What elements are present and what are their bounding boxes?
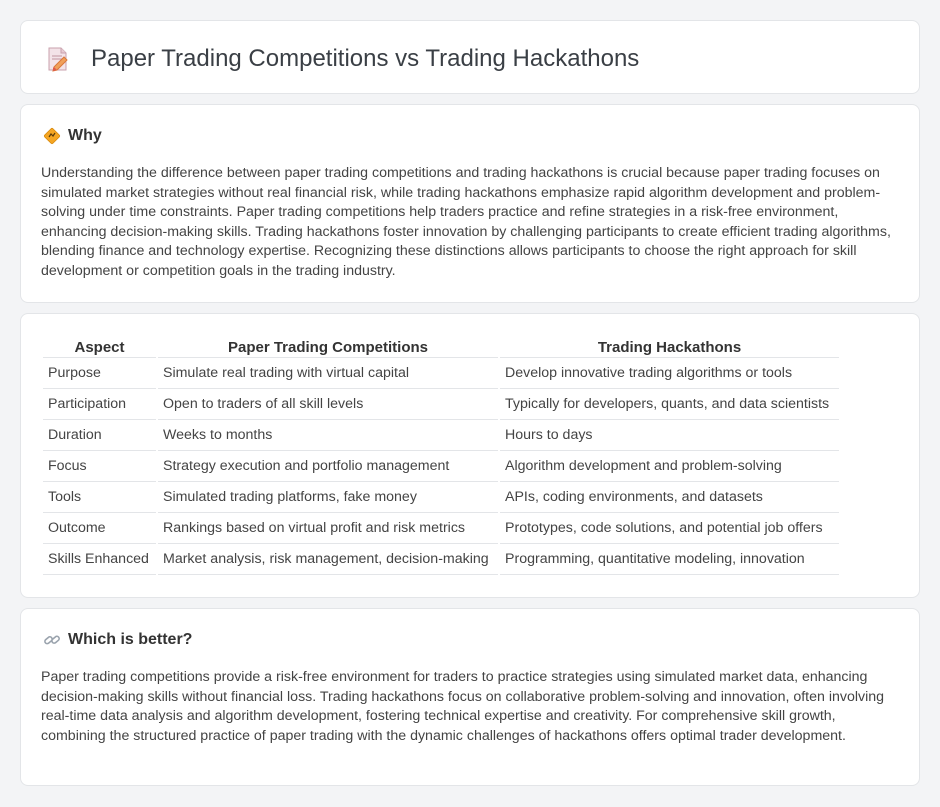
link-icon bbox=[43, 631, 61, 649]
header-hackathons: Trading Hackathons bbox=[500, 335, 839, 358]
table-row bbox=[43, 482, 839, 513]
header-paper-trading: Paper Trading Competitions bbox=[158, 335, 498, 358]
header-aspect: Aspect bbox=[43, 335, 156, 358]
table-row bbox=[43, 513, 839, 544]
title-row bbox=[45, 45, 639, 73]
comparison-table bbox=[41, 335, 841, 575]
paper-cell: Open to traders of all skill levels bbox=[158, 389, 498, 420]
aspect-cell: Tools bbox=[43, 482, 156, 513]
paper-cell: Simulate real trading with virtual capital bbox=[158, 358, 498, 389]
table-row bbox=[43, 358, 839, 389]
title-card bbox=[20, 20, 920, 94]
table-row bbox=[43, 451, 839, 482]
hackathon-cell: APIs, coding environments, and datasets bbox=[500, 482, 839, 513]
hackathon-cell: Prototypes, code solutions, and potential job offers bbox=[500, 513, 839, 544]
comparison-card bbox=[20, 313, 920, 598]
better-header bbox=[43, 631, 192, 649]
table-row bbox=[43, 544, 839, 575]
why-header bbox=[43, 127, 102, 145]
why-title: Why bbox=[68, 127, 102, 144]
hackathon-cell: Algorithm development and problem-solving bbox=[500, 451, 839, 482]
table-row bbox=[43, 420, 839, 451]
aspect-cell: Outcome bbox=[43, 513, 156, 544]
hackathon-cell: Hours to days bbox=[500, 420, 839, 451]
why-card bbox=[20, 104, 920, 303]
aspect-cell: Duration bbox=[43, 420, 156, 451]
hackathon-cell: Typically for developers, quants, and data scientists bbox=[500, 389, 839, 420]
hackathon-cell: Programming, quantitative modeling, innovation bbox=[500, 544, 839, 575]
better-title: Which is better? bbox=[68, 631, 193, 648]
aspect-cell: Purpose bbox=[43, 358, 156, 389]
better-paragraph: Paper trading competitions provide a risk-free environment for traders to practice strategies using simulated market data, enhancing decision-making skills without financial loss. Trading hackathons focus on collaborative problem-solving and innovation, often involving real-time data analysis and algorithm development, fostering technical expertise and creativity. For comprehensive skill growth, combining the structured practice of paper trading with the dynamic challenges of hackathons offers optimal trader development. bbox=[41, 669, 885, 744]
why-paragraph: Understanding the difference between paper trading competitions and trading hackathons is crucial because paper trading focuses on simulated market strategies without real financial risk, while trading hackathons emphasize rapid algorithm development and problem-solving under time constraints. Paper trading competitions help traders practice and refine strategies in a risk-free environment, enhancing decision-making skills. Trading hackathons foster innovation by challenging participants to create efficient trading algorithms, blending finance and technology expertise. Recognizing these distinctions allows participants to choose the right approach for skill development or competition goals in the trading industry. bbox=[41, 165, 891, 279]
paper-cell: Strategy execution and portfolio management bbox=[158, 451, 498, 482]
table-header-row bbox=[43, 335, 839, 358]
diamond-sign-icon bbox=[43, 127, 61, 145]
paper-cell: Market analysis, risk management, decision-making bbox=[158, 544, 498, 575]
paper-cell: Weeks to months bbox=[158, 420, 498, 451]
document-pencil-icon bbox=[45, 46, 71, 72]
hackathon-cell: Develop innovative trading algorithms or tools bbox=[500, 358, 839, 389]
which-better-card bbox=[20, 608, 920, 786]
paper-cell: Rankings based on virtual profit and risk metrics bbox=[158, 513, 498, 544]
aspect-cell: Skills Enhanced bbox=[43, 544, 156, 575]
table-row bbox=[43, 389, 839, 420]
aspect-cell: Participation bbox=[43, 389, 156, 420]
aspect-cell: Focus bbox=[43, 451, 156, 482]
page-title: Paper Trading Competitions vs Trading Hackathons bbox=[91, 45, 640, 72]
paper-cell: Simulated trading platforms, fake money bbox=[158, 482, 498, 513]
